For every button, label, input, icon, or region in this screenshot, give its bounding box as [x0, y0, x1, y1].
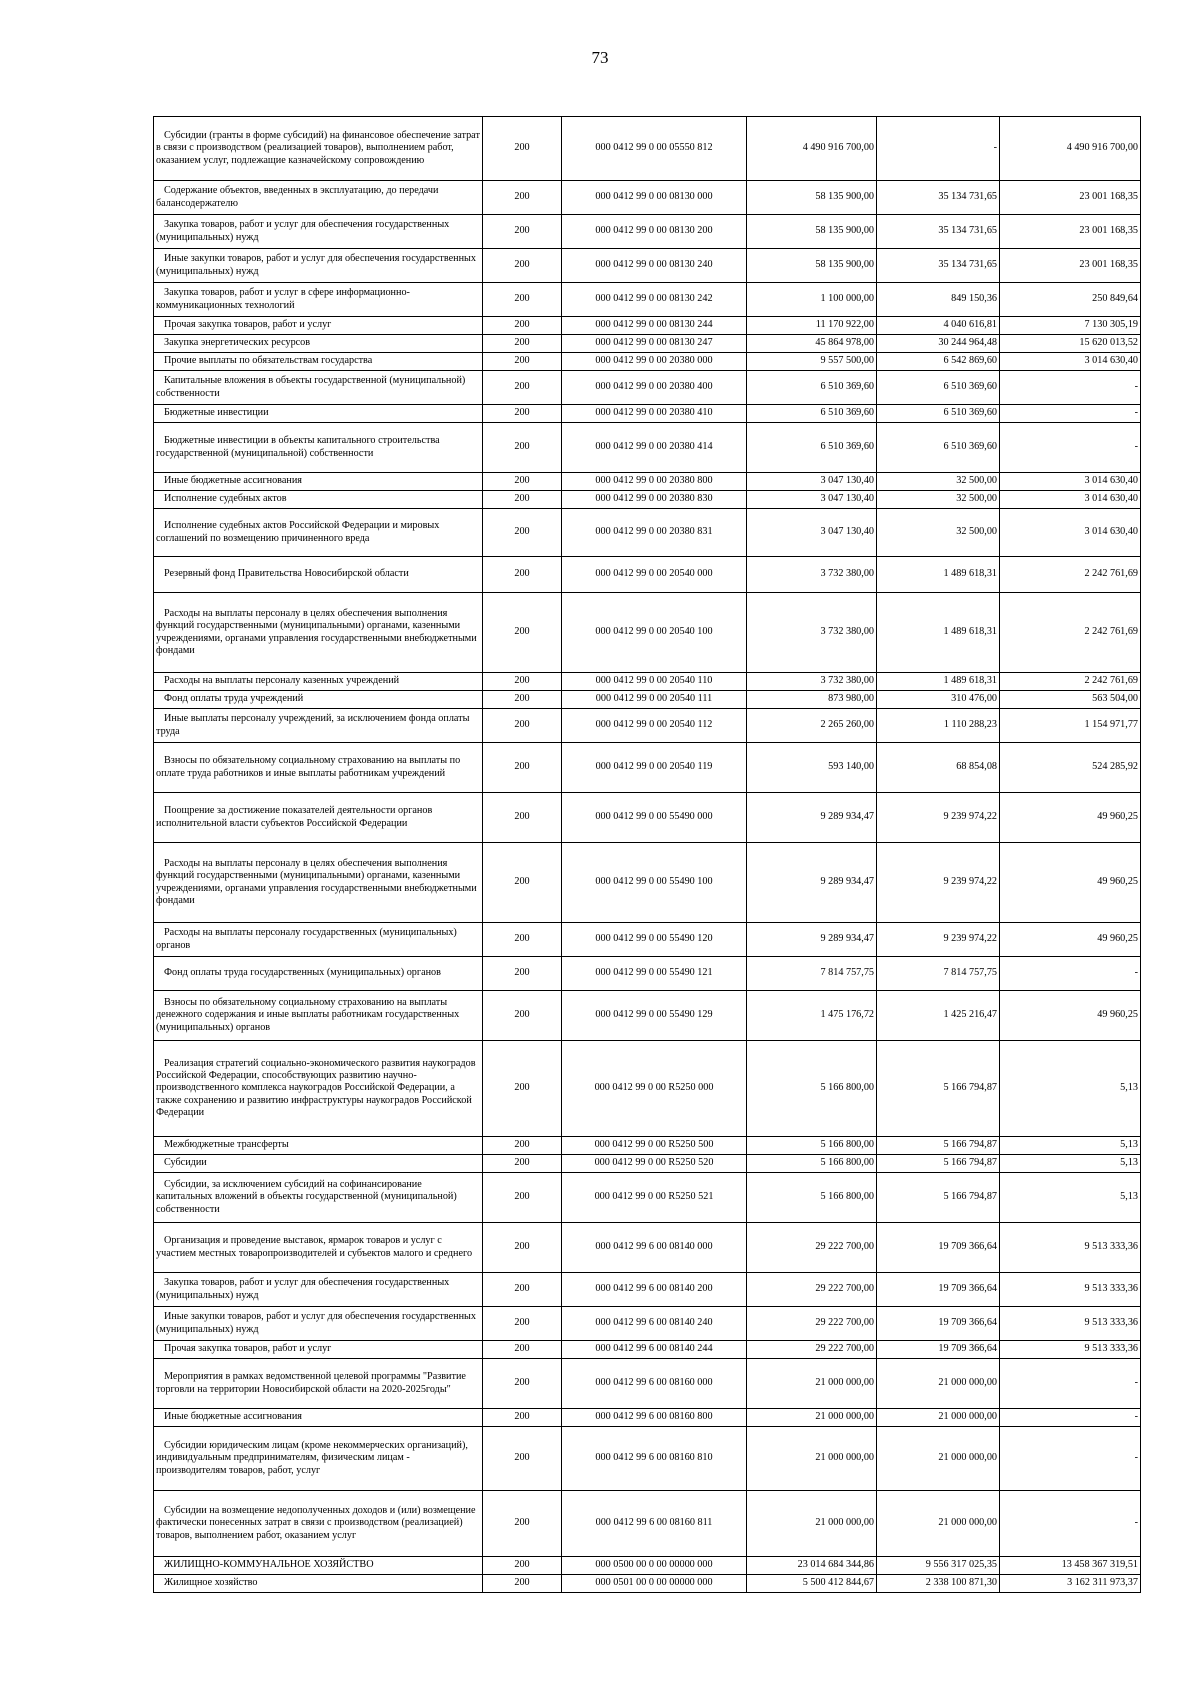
page-number: 73 — [591, 48, 609, 67]
cell-name: Закупка энергетических ресурсов — [154, 335, 483, 353]
cell-executed-amount: 32 500,00 — [877, 473, 1000, 491]
cell-name: Прочие выплаты по обязательствам государства — [154, 353, 483, 371]
table-row — [154, 1427, 1141, 1491]
cell-classification-code: 000 0412 99 0 00 20540 110 — [562, 673, 747, 691]
cell-unexecuted-amount: 5,13 — [1000, 1137, 1141, 1155]
cell-unexecuted-amount: 5,13 — [1000, 1041, 1141, 1137]
table-row — [154, 335, 1141, 353]
cell-approved-amount: 9 289 934,47 — [747, 843, 877, 923]
cell-approved-amount: 6 510 369,60 — [747, 405, 877, 423]
cell-approved-amount: 6 510 369,60 — [747, 371, 877, 405]
cell-unexecuted-amount: 3 014 630,40 — [1000, 353, 1141, 371]
cell-name: Субсидии, за исключением субсидий на софинансирование капитальных вложений в объекты государственной (муниципальной) собственности — [154, 1173, 483, 1223]
cell-classification-code: 000 0412 99 0 00 08130 200 — [562, 215, 747, 249]
cell-classification-code: 000 0412 99 0 00 R5250 500 — [562, 1137, 747, 1155]
cell-unexecuted-amount: 15 620 013,52 — [1000, 335, 1141, 353]
cell-name: Субсидии юридическим лицам (кроме некоммерческих организаций), индивидуальным предпринимателям, физическим лицам - производителям товаров, работ, услуг — [154, 1427, 483, 1491]
cell-code: 200 — [483, 1575, 562, 1593]
cell-code: 200 — [483, 491, 562, 509]
budget-execution-table — [153, 116, 1141, 1593]
cell-code: 200 — [483, 215, 562, 249]
cell-unexecuted-amount: 4 490 916 700,00 — [1000, 117, 1141, 181]
cell-code: 200 — [483, 673, 562, 691]
cell-executed-amount: 19 709 366,64 — [877, 1273, 1000, 1307]
cell-code: 200 — [483, 709, 562, 743]
cell-approved-amount: 29 222 700,00 — [747, 1223, 877, 1273]
cell-executed-amount: 32 500,00 — [877, 491, 1000, 509]
cell-executed-amount: 9 239 974,22 — [877, 843, 1000, 923]
table-row — [154, 1223, 1141, 1273]
cell-name: Субсидии (гранты в форме субсидий) на финансовое обеспечение затрат в связи с производством (реализацией товаров), выполнением работ, оказанием услуг, подлежащие казначейскому сопровождению — [154, 117, 483, 181]
cell-unexecuted-amount: - — [1000, 1359, 1141, 1409]
cell-classification-code: 000 0412 99 0 00 55490 129 — [562, 991, 747, 1041]
cell-executed-amount: 21 000 000,00 — [877, 1491, 1000, 1557]
cell-name: Мероприятия в рамках ведомственной целевой программы "Развитие торговли на территории Новосибирской области на 2020-2025годы" — [154, 1359, 483, 1409]
cell-approved-amount: 58 135 900,00 — [747, 181, 877, 215]
table-row — [154, 1409, 1141, 1427]
cell-executed-amount: 35 134 731,65 — [877, 249, 1000, 283]
table-row — [154, 371, 1141, 405]
cell-code: 200 — [483, 843, 562, 923]
cell-classification-code: 000 0412 99 0 00 05550 812 — [562, 117, 747, 181]
cell-name: Исполнение судебных актов — [154, 491, 483, 509]
cell-unexecuted-amount: 3 162 311 973,37 — [1000, 1575, 1141, 1593]
cell-executed-amount: 1 489 618,31 — [877, 673, 1000, 691]
cell-approved-amount: 5 166 800,00 — [747, 1173, 877, 1223]
table-row — [154, 691, 1141, 709]
cell-code: 200 — [483, 557, 562, 593]
cell-name: Закупка товаров, работ и услуг в сфере информационно-коммуникационных технологий — [154, 283, 483, 317]
cell-classification-code: 000 0412 99 6 00 08160 810 — [562, 1427, 747, 1491]
cell-approved-amount: 21 000 000,00 — [747, 1427, 877, 1491]
cell-unexecuted-amount: - — [1000, 1427, 1141, 1491]
cell-approved-amount: 1 475 176,72 — [747, 991, 877, 1041]
cell-executed-amount: 21 000 000,00 — [877, 1427, 1000, 1491]
cell-executed-amount: 5 166 794,87 — [877, 1155, 1000, 1173]
cell-approved-amount: 21 000 000,00 — [747, 1409, 877, 1427]
table-row — [154, 491, 1141, 509]
cell-executed-amount: 6 510 369,60 — [877, 423, 1000, 473]
cell-code: 200 — [483, 1155, 562, 1173]
cell-approved-amount: 4 490 916 700,00 — [747, 117, 877, 181]
table-row — [154, 957, 1141, 991]
cell-name: Закупка товаров, работ и услуг для обеспечения государственных (муниципальных) нужд — [154, 1273, 483, 1307]
cell-unexecuted-amount: 49 960,25 — [1000, 923, 1141, 957]
cell-executed-amount: 19 709 366,64 — [877, 1223, 1000, 1273]
cell-approved-amount: 9 289 934,47 — [747, 793, 877, 843]
cell-classification-code: 000 0412 99 0 00 55490 000 — [562, 793, 747, 843]
table-row — [154, 117, 1141, 181]
cell-executed-amount: 1 425 216,47 — [877, 991, 1000, 1041]
cell-name: Поощрение за достижение показателей деятельности органов исполнительной власти субъектов Российской Федерации — [154, 793, 483, 843]
cell-classification-code: 000 0412 99 6 00 08140 244 — [562, 1341, 747, 1359]
cell-unexecuted-amount: - — [1000, 957, 1141, 991]
cell-name: Расходы на выплаты персоналу в целях обеспечения выполнения функций государственными (муниципальными) органами, казенными учреждениями, органами управления государственными внебюджетными фондами — [154, 843, 483, 923]
cell-classification-code: 000 0412 99 0 00 08130 247 — [562, 335, 747, 353]
cell-unexecuted-amount: 524 285,92 — [1000, 743, 1141, 793]
cell-classification-code: 000 0412 99 0 00 08130 240 — [562, 249, 747, 283]
cell-unexecuted-amount: 9 513 333,36 — [1000, 1223, 1141, 1273]
cell-classification-code: 000 0412 99 6 00 08140 200 — [562, 1273, 747, 1307]
cell-approved-amount: 21 000 000,00 — [747, 1491, 877, 1557]
cell-code: 200 — [483, 117, 562, 181]
cell-approved-amount: 5 166 800,00 — [747, 1155, 877, 1173]
cell-classification-code: 000 0412 99 0 00 R5250 521 — [562, 1173, 747, 1223]
cell-approved-amount: 3 732 380,00 — [747, 557, 877, 593]
table-row — [154, 249, 1141, 283]
cell-executed-amount: 1 110 288,23 — [877, 709, 1000, 743]
cell-unexecuted-amount: 49 960,25 — [1000, 793, 1141, 843]
cell-name: Иные закупки товаров, работ и услуг для обеспечения государственных (муниципальных) нужд — [154, 249, 483, 283]
cell-name: Субсидии — [154, 1155, 483, 1173]
table-row — [154, 991, 1141, 1041]
cell-unexecuted-amount: 49 960,25 — [1000, 991, 1141, 1041]
cell-code: 200 — [483, 691, 562, 709]
cell-classification-code: 000 0412 99 6 00 08140 240 — [562, 1307, 747, 1341]
table-row — [154, 509, 1141, 557]
cell-executed-amount: 5 166 794,87 — [877, 1137, 1000, 1155]
cell-name: Исполнение судебных актов Российской Федерации и мировых соглашений по возмещению причиненного вреда — [154, 509, 483, 557]
cell-unexecuted-amount: 2 242 761,69 — [1000, 673, 1141, 691]
cell-approved-amount: 29 222 700,00 — [747, 1307, 877, 1341]
cell-approved-amount: 873 980,00 — [747, 691, 877, 709]
cell-approved-amount: 3 047 130,40 — [747, 509, 877, 557]
cell-code: 200 — [483, 957, 562, 991]
cell-approved-amount: 2 265 260,00 — [747, 709, 877, 743]
cell-unexecuted-amount: 5,13 — [1000, 1155, 1141, 1173]
table-row — [154, 1575, 1141, 1593]
cell-code: 200 — [483, 181, 562, 215]
cell-code: 200 — [483, 335, 562, 353]
cell-unexecuted-amount: 49 960,25 — [1000, 843, 1141, 923]
cell-unexecuted-amount: 5,13 — [1000, 1173, 1141, 1223]
cell-classification-code: 000 0412 99 0 00 20380 414 — [562, 423, 747, 473]
cell-unexecuted-amount: - — [1000, 405, 1141, 423]
cell-classification-code: 000 0412 99 0 00 20380 830 — [562, 491, 747, 509]
table-row — [154, 1557, 1141, 1575]
cell-code: 200 — [483, 1409, 562, 1427]
cell-classification-code: 000 0412 99 0 00 08130 244 — [562, 317, 747, 335]
cell-unexecuted-amount: 250 849,64 — [1000, 283, 1141, 317]
cell-code: 200 — [483, 509, 562, 557]
cell-code: 200 — [483, 1223, 562, 1273]
cell-classification-code: 000 0412 99 0 00 20380 410 — [562, 405, 747, 423]
table-row — [154, 283, 1141, 317]
cell-classification-code: 000 0412 99 0 00 20540 119 — [562, 743, 747, 793]
cell-classification-code: 000 0412 99 0 00 20380 000 — [562, 353, 747, 371]
cell-code: 200 — [483, 249, 562, 283]
cell-classification-code: 000 0412 99 0 00 20380 400 — [562, 371, 747, 405]
cell-approved-amount: 58 135 900,00 — [747, 215, 877, 249]
cell-classification-code: 000 0500 00 0 00 00000 000 — [562, 1557, 747, 1575]
cell-name: Организация и проведение выставок, ярмарок товаров и услуг с участием местных товаропроизводителей и субъектов малого и среднего — [154, 1223, 483, 1273]
cell-executed-amount: 7 814 757,75 — [877, 957, 1000, 991]
cell-name: Межбюджетные трансферты — [154, 1137, 483, 1155]
cell-code: 200 — [483, 1307, 562, 1341]
table-row — [154, 1273, 1141, 1307]
table-row — [154, 793, 1141, 843]
cell-executed-amount: 9 239 974,22 — [877, 923, 1000, 957]
table-body — [154, 117, 1141, 1593]
cell-approved-amount: 3 732 380,00 — [747, 673, 877, 691]
cell-name: Иные бюджетные ассигнования — [154, 473, 483, 491]
cell-unexecuted-amount: 9 513 333,36 — [1000, 1341, 1141, 1359]
cell-code: 200 — [483, 593, 562, 673]
cell-unexecuted-amount: 563 504,00 — [1000, 691, 1141, 709]
cell-name: Капитальные вложения в объекты государственной (муниципальной) собственности — [154, 371, 483, 405]
cell-classification-code: 000 0412 99 0 00 55490 100 — [562, 843, 747, 923]
cell-classification-code: 000 0412 99 0 00 R5250 000 — [562, 1041, 747, 1137]
cell-classification-code: 000 0412 99 0 00 55490 121 — [562, 957, 747, 991]
cell-name: Закупка товаров, работ и услуг для обеспечения государственных (муниципальных) нужд — [154, 215, 483, 249]
table-row — [154, 1491, 1141, 1557]
cell-name: Расходы на выплаты персоналу казенных учреждений — [154, 673, 483, 691]
cell-approved-amount: 29 222 700,00 — [747, 1341, 877, 1359]
cell-name: Жилищное хозяйство — [154, 1575, 483, 1593]
cell-name: Резервный фонд Правительства Новосибирской области — [154, 557, 483, 593]
cell-executed-amount: 21 000 000,00 — [877, 1359, 1000, 1409]
table-row — [154, 593, 1141, 673]
cell-name: Прочая закупка товаров, работ и услуг — [154, 1341, 483, 1359]
cell-unexecuted-amount: 3 014 630,40 — [1000, 473, 1141, 491]
cell-unexecuted-amount: 23 001 168,35 — [1000, 215, 1141, 249]
cell-name: Расходы на выплаты персоналу в целях обеспечения выполнения функций государственными (муниципальными) органами, казенными учреждениями, органами управления государственными внебюджетными фондами — [154, 593, 483, 673]
cell-executed-amount: 30 244 964,48 — [877, 335, 1000, 353]
cell-name: Расходы на выплаты персоналу государственных (муниципальных) органов — [154, 923, 483, 957]
cell-executed-amount: 6 542 869,60 — [877, 353, 1000, 371]
cell-approved-amount: 9 557 500,00 — [747, 353, 877, 371]
cell-approved-amount: 23 014 684 344,86 — [747, 1557, 877, 1575]
cell-name: Бюджетные инвестиции в объекты капитального строительства государственной (муниципальной) собственности — [154, 423, 483, 473]
cell-executed-amount: 19 709 366,64 — [877, 1341, 1000, 1359]
table-row — [154, 1155, 1141, 1173]
cell-approved-amount: 29 222 700,00 — [747, 1273, 877, 1307]
cell-name: Взносы по обязательному социальному страхованию на выплаты денежного содержания и иные выплаты работникам государственных (муниципальных) органов — [154, 991, 483, 1041]
cell-unexecuted-amount: 23 001 168,35 — [1000, 181, 1141, 215]
cell-code: 200 — [483, 473, 562, 491]
cell-unexecuted-amount: - — [1000, 1409, 1141, 1427]
cell-approved-amount: 3 047 130,40 — [747, 473, 877, 491]
cell-executed-amount: - — [877, 117, 1000, 181]
cell-name: Фонд оплаты труда учреждений — [154, 691, 483, 709]
cell-code: 200 — [483, 1137, 562, 1155]
cell-unexecuted-amount: 3 014 630,40 — [1000, 509, 1141, 557]
cell-approved-amount: 593 140,00 — [747, 743, 877, 793]
cell-code: 200 — [483, 1427, 562, 1491]
cell-unexecuted-amount: 1 154 971,77 — [1000, 709, 1141, 743]
cell-name: Фонд оплаты труда государственных (муниципальных) органов — [154, 957, 483, 991]
table-row — [154, 1173, 1141, 1223]
cell-approved-amount: 45 864 978,00 — [747, 335, 877, 353]
cell-executed-amount: 1 489 618,31 — [877, 593, 1000, 673]
table-row — [154, 405, 1141, 423]
table-row — [154, 1341, 1141, 1359]
cell-executed-amount: 1 489 618,31 — [877, 557, 1000, 593]
cell-approved-amount: 5 166 800,00 — [747, 1137, 877, 1155]
cell-code: 200 — [483, 1557, 562, 1575]
cell-classification-code: 000 0412 99 0 00 20540 111 — [562, 691, 747, 709]
cell-unexecuted-amount: - — [1000, 423, 1141, 473]
cell-unexecuted-amount: - — [1000, 371, 1141, 405]
cell-classification-code: 000 0412 99 0 00 20540 000 — [562, 557, 747, 593]
cell-code: 200 — [483, 743, 562, 793]
cell-classification-code: 000 0412 99 0 00 20380 831 — [562, 509, 747, 557]
cell-code: 200 — [483, 793, 562, 843]
table-row — [154, 1137, 1141, 1155]
table-row — [154, 843, 1141, 923]
cell-name: Иные бюджетные ассигнования — [154, 1409, 483, 1427]
table-row — [154, 353, 1141, 371]
table-row — [154, 473, 1141, 491]
cell-name: Содержание объектов, введенных в эксплуатацию, до передачи балансодержателю — [154, 181, 483, 215]
cell-approved-amount: 7 814 757,75 — [747, 957, 877, 991]
cell-name: Иные выплаты персоналу учреждений, за исключением фонда оплаты труда — [154, 709, 483, 743]
cell-name: Взносы по обязательному социальному страхованию на выплаты по оплате труда работников и иные выплаты работникам учреждений — [154, 743, 483, 793]
cell-code: 200 — [483, 1341, 562, 1359]
cell-code: 200 — [483, 423, 562, 473]
cell-approved-amount: 6 510 369,60 — [747, 423, 877, 473]
cell-unexecuted-amount: 2 242 761,69 — [1000, 593, 1141, 673]
cell-approved-amount: 11 170 922,00 — [747, 317, 877, 335]
table-row — [154, 181, 1141, 215]
cell-executed-amount: 68 854,08 — [877, 743, 1000, 793]
table-row — [154, 215, 1141, 249]
cell-unexecuted-amount: 2 242 761,69 — [1000, 557, 1141, 593]
cell-executed-amount: 35 134 731,65 — [877, 181, 1000, 215]
cell-approved-amount: 21 000 000,00 — [747, 1359, 877, 1409]
cell-classification-code: 000 0412 99 0 00 20380 800 — [562, 473, 747, 491]
cell-code: 200 — [483, 1359, 562, 1409]
cell-name: ЖИЛИЩНО-КОММУНАЛЬНОЕ ХОЗЯЙСТВО — [154, 1557, 483, 1575]
cell-executed-amount: 849 150,36 — [877, 283, 1000, 317]
cell-approved-amount: 58 135 900,00 — [747, 249, 877, 283]
table-row — [154, 743, 1141, 793]
cell-classification-code: 000 0412 99 0 00 20540 100 — [562, 593, 747, 673]
table-row — [154, 1359, 1141, 1409]
cell-code: 200 — [483, 991, 562, 1041]
cell-unexecuted-amount: 9 513 333,36 — [1000, 1273, 1141, 1307]
cell-executed-amount: 6 510 369,60 — [877, 371, 1000, 405]
cell-code: 200 — [483, 1273, 562, 1307]
cell-approved-amount: 5 166 800,00 — [747, 1041, 877, 1137]
cell-classification-code: 000 0412 99 6 00 08160 000 — [562, 1359, 747, 1409]
cell-executed-amount: 9 239 974,22 — [877, 793, 1000, 843]
cell-code: 200 — [483, 371, 562, 405]
cell-classification-code: 000 0412 99 0 00 55490 120 — [562, 923, 747, 957]
cell-code: 200 — [483, 1491, 562, 1557]
cell-unexecuted-amount: 7 130 305,19 — [1000, 317, 1141, 335]
cell-approved-amount: 5 500 412 844,67 — [747, 1575, 877, 1593]
cell-approved-amount: 9 289 934,47 — [747, 923, 877, 957]
cell-executed-amount: 6 510 369,60 — [877, 405, 1000, 423]
cell-executed-amount: 2 338 100 871,30 — [877, 1575, 1000, 1593]
cell-executed-amount: 5 166 794,87 — [877, 1041, 1000, 1137]
cell-name: Прочая закупка товаров, работ и услуг — [154, 317, 483, 335]
table-row — [154, 709, 1141, 743]
cell-classification-code: 000 0412 99 0 00 08130 242 — [562, 283, 747, 317]
table-row — [154, 557, 1141, 593]
cell-classification-code: 000 0501 00 0 00 00000 000 — [562, 1575, 747, 1593]
cell-name: Иные закупки товаров, работ и услуг для обеспечения государственных (муниципальных) нужд — [154, 1307, 483, 1341]
cell-classification-code: 000 0412 99 6 00 08160 800 — [562, 1409, 747, 1427]
cell-unexecuted-amount: 13 458 367 319,51 — [1000, 1557, 1141, 1575]
cell-code: 200 — [483, 353, 562, 371]
cell-unexecuted-amount: 23 001 168,35 — [1000, 249, 1141, 283]
cell-unexecuted-amount: - — [1000, 1491, 1141, 1557]
cell-unexecuted-amount: 9 513 333,36 — [1000, 1307, 1141, 1341]
cell-code: 200 — [483, 283, 562, 317]
cell-classification-code: 000 0412 99 0 00 08130 000 — [562, 181, 747, 215]
cell-code: 200 — [483, 923, 562, 957]
cell-executed-amount: 5 166 794,87 — [877, 1173, 1000, 1223]
cell-executed-amount: 310 476,00 — [877, 691, 1000, 709]
cell-code: 200 — [483, 1041, 562, 1137]
cell-code: 200 — [483, 1173, 562, 1223]
cell-approved-amount: 3 732 380,00 — [747, 593, 877, 673]
table-row — [154, 923, 1141, 957]
cell-code: 200 — [483, 405, 562, 423]
cell-executed-amount: 21 000 000,00 — [877, 1409, 1000, 1427]
cell-classification-code: 000 0412 99 0 00 R5250 520 — [562, 1155, 747, 1173]
cell-approved-amount: 1 100 000,00 — [747, 283, 877, 317]
cell-unexecuted-amount: 3 014 630,40 — [1000, 491, 1141, 509]
cell-name: Бюджетные инвестиции — [154, 405, 483, 423]
table-row — [154, 317, 1141, 335]
cell-executed-amount: 4 040 616,81 — [877, 317, 1000, 335]
cell-classification-code: 000 0412 99 6 00 08160 811 — [562, 1491, 747, 1557]
table-row — [154, 423, 1141, 473]
table-row — [154, 1041, 1141, 1137]
cell-executed-amount: 35 134 731,65 — [877, 215, 1000, 249]
cell-code: 200 — [483, 317, 562, 335]
cell-executed-amount: 19 709 366,64 — [877, 1307, 1000, 1341]
cell-classification-code: 000 0412 99 0 00 20540 112 — [562, 709, 747, 743]
cell-name: Реализация стратегий социально-экономического развития наукоградов Российской Федерации, способствующих развитию научно-производственного комплекса наукоградов Российской Федерации, а также сохранению и развитию инфраструктуры наукоградов Российской Федерации — [154, 1041, 483, 1137]
cell-classification-code: 000 0412 99 6 00 08140 000 — [562, 1223, 747, 1273]
table-row — [154, 1307, 1141, 1341]
cell-executed-amount: 32 500,00 — [877, 509, 1000, 557]
cell-approved-amount: 3 047 130,40 — [747, 491, 877, 509]
cell-executed-amount: 9 556 317 025,35 — [877, 1557, 1000, 1575]
cell-name: Субсидии на возмещение недополученных доходов и (или) возмещение фактически понесенных затрат в связи с производством (реализацией) товаров, выполнением работ, оказанием услуг — [154, 1491, 483, 1557]
table-row — [154, 673, 1141, 691]
